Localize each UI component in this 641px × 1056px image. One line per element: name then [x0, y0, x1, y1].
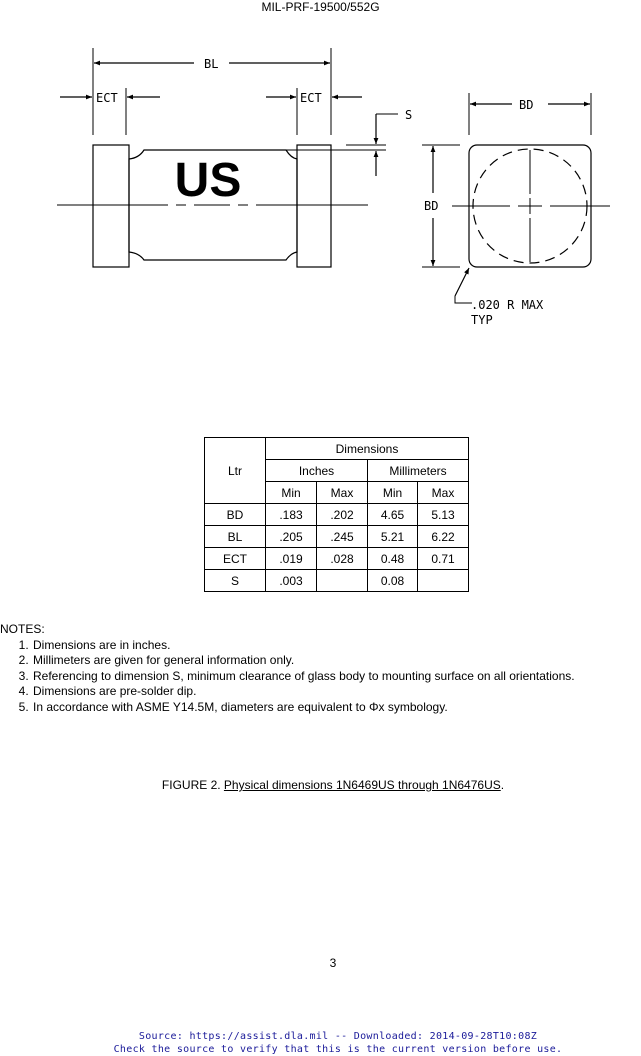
ect-left-label: ECT	[96, 91, 118, 105]
notes-section	[0, 622, 641, 715]
source-footer	[0, 1030, 641, 1056]
ltr-cell: BD	[205, 504, 266, 526]
note-item: 1. Dimensions are in inches.	[32, 638, 641, 654]
dimensions-table	[204, 437, 469, 592]
millimeters-header: Millimeters	[368, 460, 469, 482]
inches-min-cell: .019	[266, 548, 317, 570]
mm-min-cell: 0.48	[368, 548, 418, 570]
mm-max-cell: 0.71	[418, 548, 469, 570]
mm-max-cell	[418, 570, 469, 592]
note-item: 5. In accordance with ASME Y14.5M, diameters are equivalent to Φx symbology.	[32, 700, 641, 716]
ltr-cell: ECT	[205, 548, 266, 570]
end-view-centerlines	[452, 150, 610, 262]
inches-max-header: Max	[317, 482, 368, 504]
figure-caption	[0, 778, 641, 792]
mm-min-cell: 0.08	[368, 570, 418, 592]
mm-max-cell: 5.13	[418, 504, 469, 526]
note-item: 4. Dimensions are pre-solder dip.	[32, 684, 641, 700]
end-cap-right	[297, 145, 331, 267]
notes-list	[0, 638, 641, 716]
mm-min-cell: 4.65	[368, 504, 418, 526]
source-line: Source: https://assist.dla.mil -- Downloaded: 2014-09-28T10:08Z	[138, 1031, 538, 1042]
inches-min-cell: .205	[266, 526, 317, 548]
table-row	[205, 504, 469, 526]
mm-max-cell: 6.22	[418, 526, 469, 548]
inches-max-cell: .028	[317, 548, 368, 570]
ltr-header: Ltr	[205, 438, 266, 504]
radius-label: .020 R MAX	[471, 298, 544, 312]
page-number: 3	[329, 956, 337, 970]
inches-max-cell	[317, 570, 368, 592]
notes-title: NOTES:	[0, 622, 45, 636]
caption-suffix: .	[500, 778, 505, 792]
table-row	[205, 570, 469, 592]
inches-min-cell: .183	[266, 504, 317, 526]
us-marking: US	[174, 154, 242, 207]
ltr-cell: BL	[205, 526, 266, 548]
note-item: 2. Millimeters are given for general information only.	[32, 653, 641, 669]
inches-min-cell: .003	[266, 570, 317, 592]
source-verify-line: Check the source to verify that this is the current version before use.	[113, 1044, 563, 1055]
inches-max-cell: .202	[317, 504, 368, 526]
mm-min-cell: 5.21	[368, 526, 418, 548]
ltr-cell: S	[205, 570, 266, 592]
caption-prefix: FIGURE 2.	[161, 778, 224, 792]
inches-max-cell: .245	[317, 526, 368, 548]
s-label: S	[405, 108, 413, 122]
table-row	[205, 548, 469, 570]
inches-header: Inches	[266, 460, 368, 482]
dimensions-header: Dimensions	[266, 438, 469, 460]
physical-dimensions-drawing	[0, 0, 641, 360]
radius-typ-label: TYP	[471, 313, 493, 327]
caption-title: Physical dimensions 1N6469US through 1N6476US	[223, 778, 501, 792]
mm-max-header: Max	[418, 482, 469, 504]
ect-right-label: ECT	[300, 91, 322, 105]
mm-min-header: Min	[368, 482, 418, 504]
bd-side-label: BD	[424, 199, 439, 213]
inches-min-header: Min	[266, 482, 317, 504]
end-cap-left	[93, 145, 129, 267]
bd-top-label: BD	[519, 98, 534, 112]
bl-label: BL	[204, 57, 219, 71]
document-id: MIL-PRF-19500/552G	[261, 0, 380, 14]
table-row	[205, 526, 469, 548]
note-item: 3. Referencing to dimension S, minimum clearance of glass body to mounting surface on all orientations.	[32, 669, 641, 685]
